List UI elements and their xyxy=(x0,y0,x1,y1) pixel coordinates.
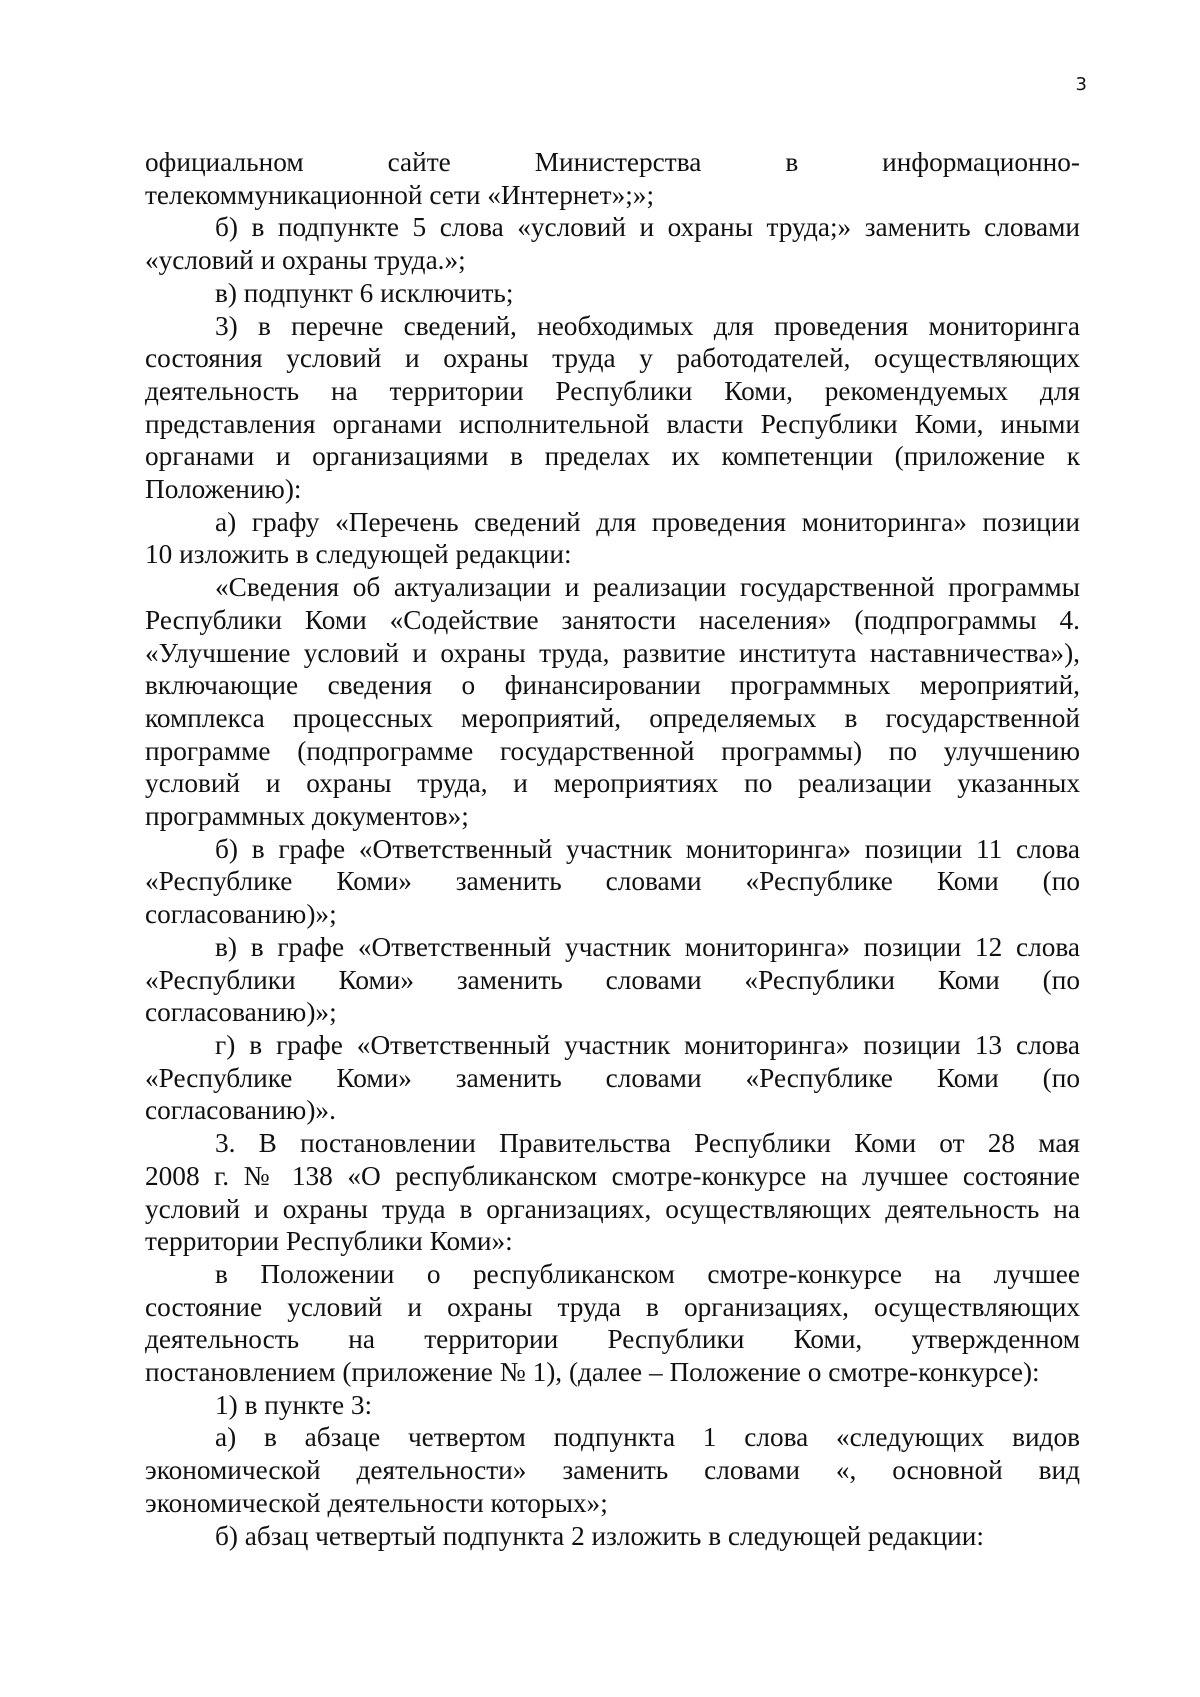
text-line: согласованию)»; xyxy=(145,899,337,930)
text-line: 2008 г. № 138 «О республиканском смотре-конкурсе на лучшее состояние xyxy=(145,1160,1080,1191)
text-line: б) в подпункте 5 слова «условий и охраны труда;» заменить словами xyxy=(215,212,1080,243)
page-number: 3 xyxy=(1075,74,1087,95)
paragraph-graph-b-11 xyxy=(145,833,1080,931)
text-line: согласованию)». xyxy=(145,1095,336,1126)
text-line: «Республике Коми» заменить словами «Республике Коми (по xyxy=(145,1062,1080,1093)
text-line: 10 изложить в следующей редакции: xyxy=(145,539,572,570)
paragraph-section-3 xyxy=(145,1127,1080,1258)
paragraph-quoted-program xyxy=(145,571,1080,833)
paragraph-graph-g-13 xyxy=(145,1029,1080,1127)
text-line: 3. В постановлении Правительства Республики Коми от 28 мая xyxy=(215,1128,1080,1159)
text-line: программных документов»; xyxy=(145,801,469,832)
text-line: деятельность на территории Республики Коми, утвержденном xyxy=(145,1324,1080,1355)
paragraph-item-1-point-3 xyxy=(145,1389,1080,1422)
text-line: б) абзац четвертый подпункта 2 изложить в следующей редакции: xyxy=(215,1520,984,1551)
text-line: «Республики Коми» заменить словами «Республики Коми (по xyxy=(145,964,1080,995)
paragraph-graph-a-10 xyxy=(145,506,1080,571)
text-line: условий и охраны труда в организациях, осуществляющих деятельность на xyxy=(145,1193,1080,1224)
text-line: официальном сайте Министерства в информационно- xyxy=(145,147,1080,177)
text-line: Республики Коми «Содействие занятости населения» (подпрограммы 4. xyxy=(145,604,1080,635)
text-line: экономической деятельности которых»; xyxy=(145,1487,608,1518)
text-line: 1) в пункте 3: xyxy=(215,1389,373,1420)
text-line: 3) в перечне сведений, необходимых для проведения мониторинга xyxy=(215,310,1080,341)
text-line: состояние условий и охраны труда в организациях, осуществляющих xyxy=(145,1291,1080,1322)
text-line: постановлением (приложение № 1), (далее – Положение о смотре-конкурсе): xyxy=(145,1357,1040,1388)
text-line: а) графу «Перечень сведений для проведения мониторинга» позиции xyxy=(215,506,1080,537)
paragraph-subitem-b-5 xyxy=(145,211,1080,276)
text-line: согласованию)»; xyxy=(145,997,337,1028)
text-line: экономической деятельности» заменить словами «, основной вид xyxy=(145,1455,1080,1486)
text-line: телекоммуникационной сети «Интернет»;»; xyxy=(145,179,655,210)
paragraph-subitem-b-abzac xyxy=(145,1520,1080,1553)
text-line: программе (подпрограмме государственной программы) по улучшению xyxy=(145,735,1080,766)
text-line: а) в абзаце четвертом подпункта 1 слова «следующих видов xyxy=(215,1422,1080,1453)
text-line: «Улучшение условий и охраны труда, развитие института наставничества»), xyxy=(145,637,1080,668)
document-body xyxy=(145,146,1080,1552)
text-line: «Сведения об актуализации и реализации государственной программы xyxy=(215,572,1080,603)
text-line: «условий и охраны труда.»; xyxy=(145,245,466,276)
text-line: в) в графе «Ответственный участник мониторинга» позиции 12 слова xyxy=(215,931,1080,962)
text-line: условий и охраны труда, и мероприятиях по реализации указанных xyxy=(145,768,1080,799)
paragraph-website-clause xyxy=(145,146,1080,211)
text-line: в Положении о республиканском смотре-конкурсе на лучшее xyxy=(215,1258,1080,1289)
paragraph-subitem-a-abzac xyxy=(145,1421,1080,1519)
paragraph-item-3-list xyxy=(145,310,1080,506)
text-line: г) в графе «Ответственный участник мониторинга» позиции 13 слова xyxy=(215,1029,1080,1060)
text-line: состояния условий и охраны труда у работодателей, осуществляющих xyxy=(145,343,1080,374)
text-line: «Республике Коми» заменить словами «Республике Коми (по xyxy=(145,866,1080,897)
text-line: представления органами исполнительной власти Республики Коми, иными xyxy=(145,408,1080,439)
text-line: территории Республики Коми»: xyxy=(145,1226,513,1257)
text-line: в) подпункт 6 исключить; xyxy=(215,277,514,308)
text-line: Положению): xyxy=(145,474,302,505)
text-line: комплекса процессных мероприятий, определяемых в государственной xyxy=(145,702,1080,733)
text-line: б) в графе «Ответственный участник мониторинга» позиции 11 слова xyxy=(215,833,1080,864)
text-line: деятельность на территории Республики Коми, рекомендуемых для xyxy=(145,375,1080,406)
text-line: включающие сведения о финансировании программных мероприятий, xyxy=(145,670,1080,701)
paragraph-regulation-contest xyxy=(145,1258,1080,1389)
text-line: органами и организациями в пределах их компетенции (приложение к xyxy=(145,441,1080,472)
paragraph-graph-v-12 xyxy=(145,931,1080,1029)
paragraph-subitem-v-6 xyxy=(145,277,1080,310)
